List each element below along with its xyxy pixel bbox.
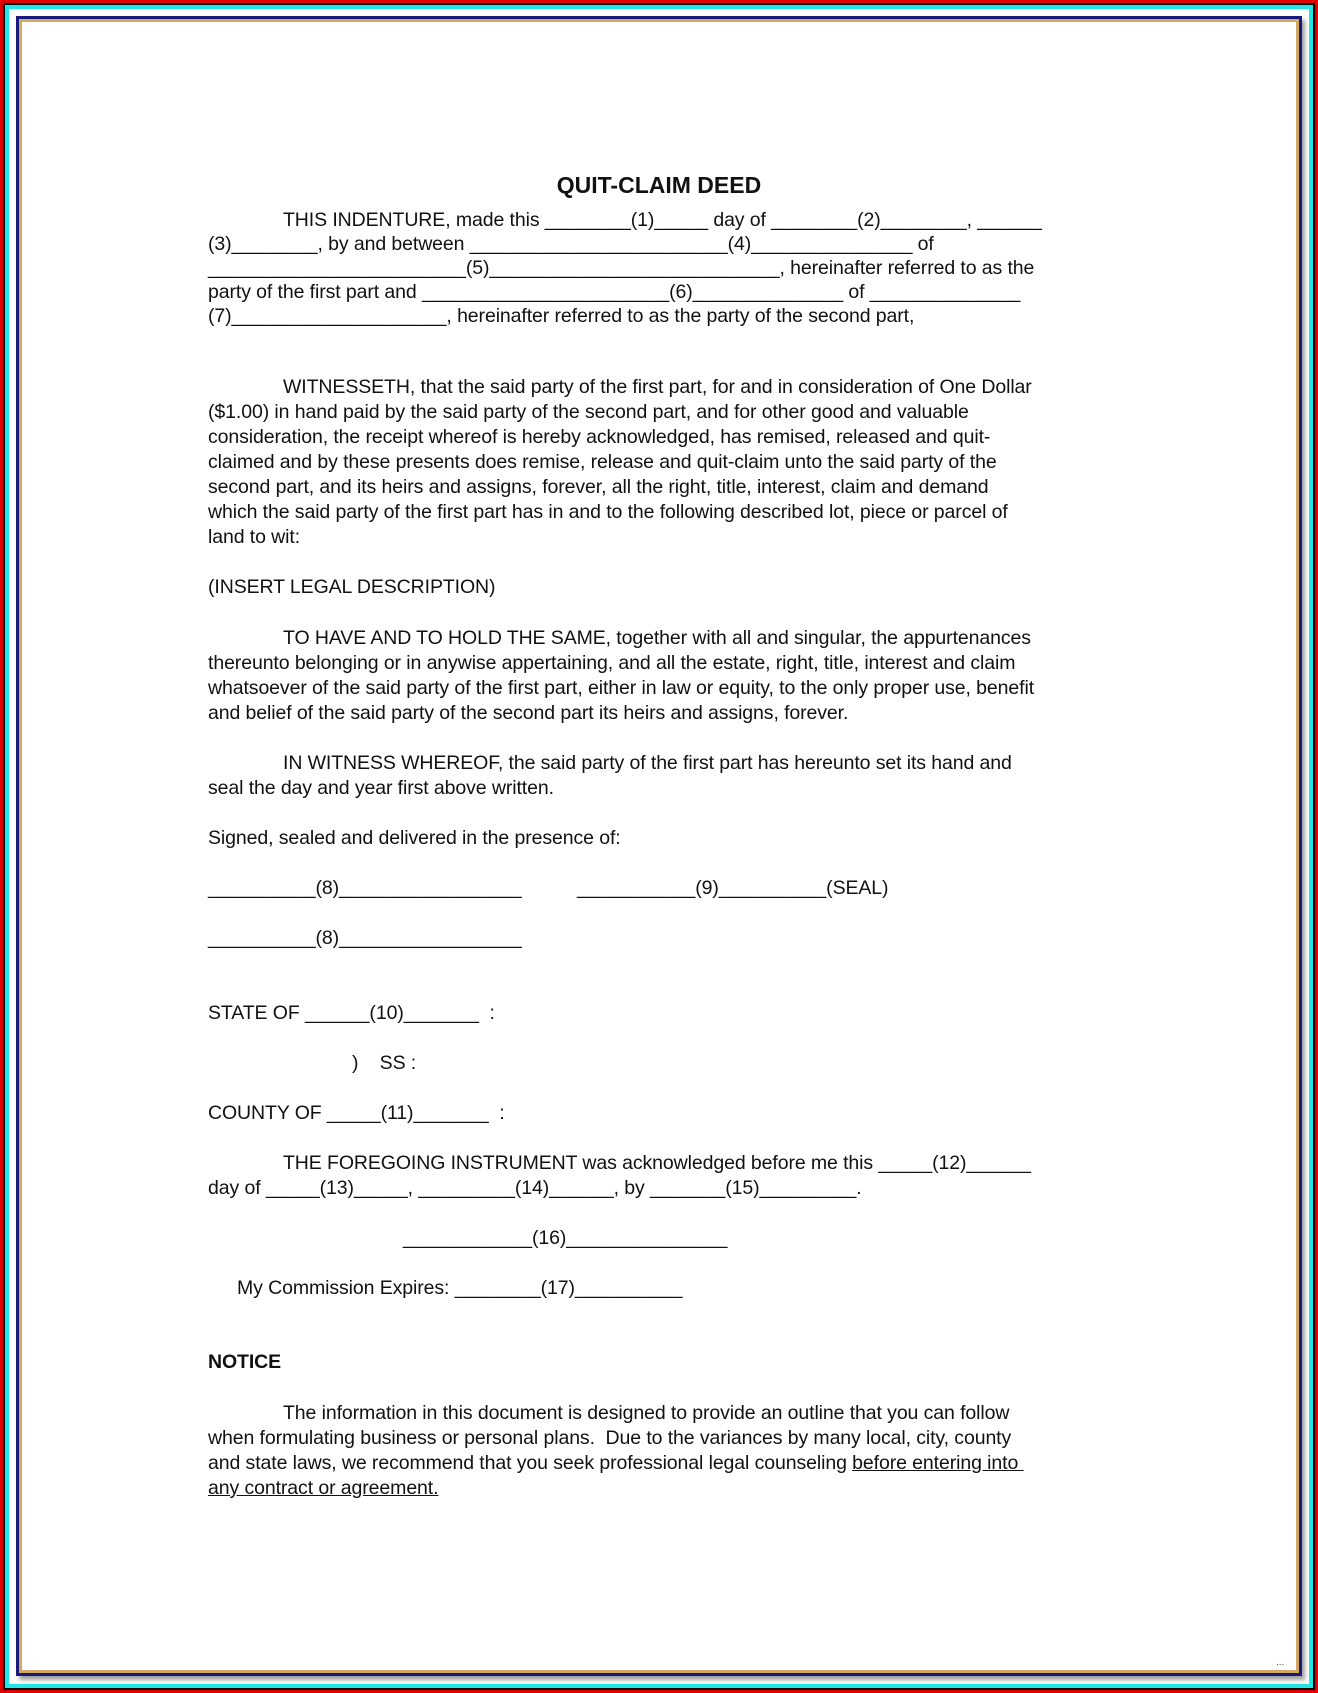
notice-line-2: when formulating business or personal plans. Due to the variances by many local, city, county (208, 1427, 1012, 1449)
acknowledgment-line-2: day of _____(13)_____, _________(14)______, by _______(15)_________. (208, 1177, 862, 1199)
indenture-line-3: ________________________(5)___________________________, hereinafter referred to as the (208, 257, 1035, 279)
habendum-line-2: thereunto belonging or in anywise appertaining, and all the estate, right, title, interest and claim (208, 652, 1016, 674)
notice-line-1: The information in this document is designed to provide an outline that you can follow (283, 1402, 1010, 1424)
witnesseth-line-7: land to wit: (208, 526, 301, 548)
habendum-line-4: and belief of the said party of the second part its heirs and assigns, forever. (208, 702, 849, 724)
state-of-field: STATE OF ______(10)_______ : (208, 1002, 495, 1024)
indenture-line-2: (3)________, by and between ________________________(4)_______________ of (208, 233, 934, 255)
notary-signature-line: ____________(16)_______________ (403, 1227, 728, 1249)
witness-signature-line-1: __________(8)_________________ (208, 877, 522, 899)
corner-mark: ... (1276, 1657, 1285, 1668)
notice-line-4-underlined: any contract or agreement. (208, 1477, 439, 1499)
witnesseth-line-2: ($1.00) in hand paid by the said party of the second part, and for other good and valuable (208, 401, 969, 423)
notice-line-3 (208, 1451, 1024, 1475)
notice-underlined-text: before entering into (852, 1452, 1024, 1474)
grantor-signature-line: ___________(9)__________(SEAL) (577, 877, 889, 899)
county-of-field: COUNTY OF _____(11)_______ : (208, 1102, 505, 1124)
notice-heading: NOTICE (208, 1351, 282, 1373)
witnesseth-line-4: claimed and by these presents does remise, release and quit-claim unto the said party of the (208, 451, 997, 473)
habendum-line-1: TO HAVE AND TO HOLD THE SAME, together with all and singular, the appurtenances (283, 627, 1031, 649)
witness-signature-line-2: __________(8)_________________ (208, 927, 522, 949)
indenture-line-4: party of the first part and _______________________(6)______________ of ______________ (208, 281, 1021, 303)
acknowledgment-line-1: THE FOREGOING INSTRUMENT was acknowledged before me this _____(12)______ (283, 1152, 1031, 1174)
document-title: QUIT-CLAIM DEED (556, 172, 762, 198)
habendum-line-3: whatsoever of the said party of the first part, either in law or equity, to the only proper use, benefit (208, 677, 1035, 699)
indenture-line-1: THIS INDENTURE, made this ________(1)_____ day of ________(2)________, ______ (283, 209, 1042, 231)
signed-sealed-statement: Signed, sealed and delivered in the presence of: (208, 827, 621, 849)
in-witness-line-1: IN WITNESS WHEREOF, the said party of the first part has hereunto set its hand and (283, 752, 1012, 774)
witnesseth-line-3: consideration, the receipt whereof is hereby acknowledged, has remised, released and quit- (208, 426, 991, 448)
witnesseth-line-5: second part, and its heirs and assigns, forever, all the right, title, interest, claim and demand (208, 476, 989, 498)
commission-expires-field: My Commission Expires: ________(17)__________ (237, 1277, 683, 1299)
indenture-line-5: (7)____________________, hereinafter referred to as the party of the second part, (208, 305, 915, 327)
witnesseth-line-6: which the said party of the first part has in and to the following described lot, piece or parcel of (208, 501, 1008, 523)
ss-marker: ) SS : (352, 1052, 417, 1074)
notice-line-3-text: and state laws, we recommend that you seek professional legal counseling (208, 1452, 853, 1474)
in-witness-line-2: seal the day and year first above written. (208, 777, 554, 799)
legal-description-placeholder: (INSERT LEGAL DESCRIPTION) (208, 576, 496, 598)
witnesseth-line-1: WITNESSETH, that the said party of the first part, for and in consideration of One Dollar (283, 376, 1032, 398)
